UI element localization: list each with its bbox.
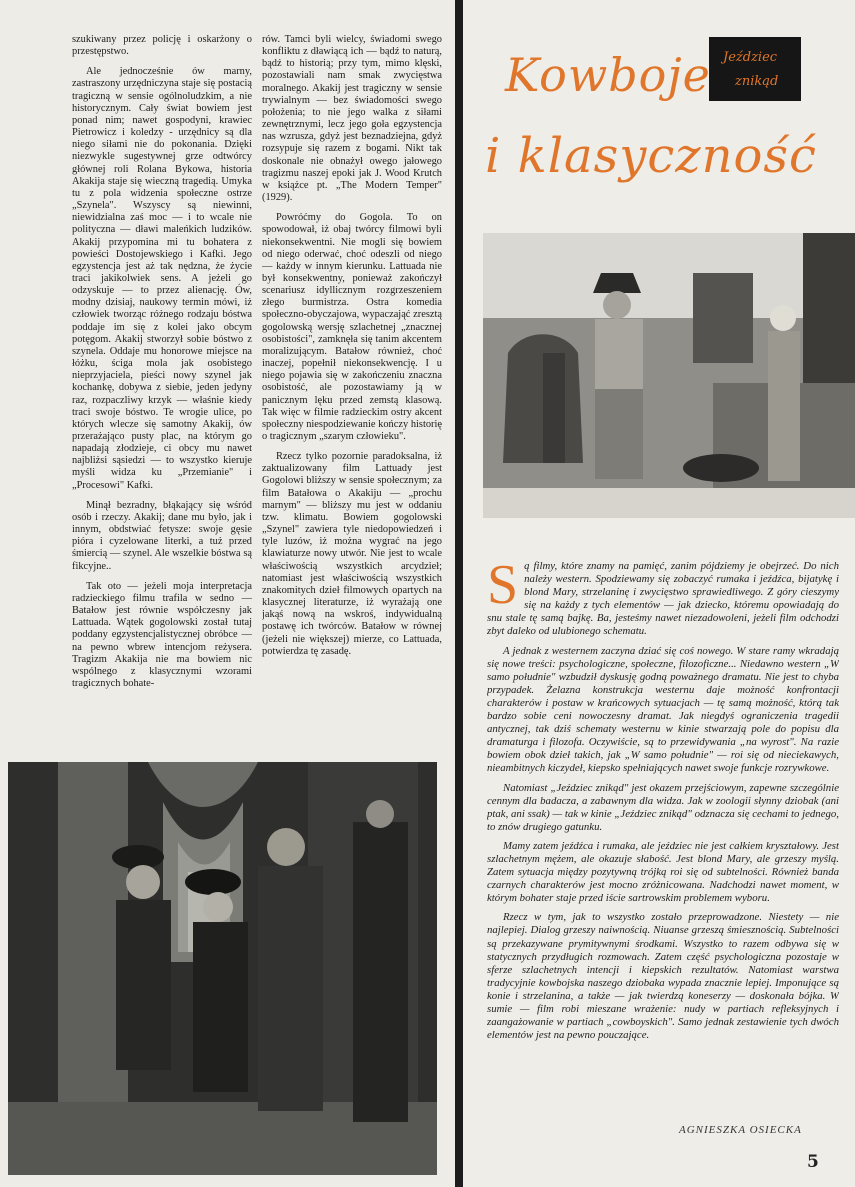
left-text-column-1 — [72, 34, 252, 762]
paragraph: rów. Tamci byli wielcy, świadomi swego konfliktu z dławiącą ich — bądź to naturą, bądź to historią; przy tym, mimo klęski, pozostawiali nam smak zwycięstwa moralnego. Akakij jest tragiczny w sensie trywialnym — bez świadomości swego położenia; to nie jego walka z siłami zewnętrznymi, lecz jego goła egzystencja nas wzrusza, gdyż jest beznadziejna, gdyż rozsypuje się razem z bogami. Nikt tak doskonale nie obnażył owego jałowego tragizmu naszej epoki jak J. Wood Krutch w książce pt. „The Modern Temper" (1929). — [262, 34, 442, 204]
paragraph: Minął bezradny, błąkający się wśród osób i rzeczy. Akakij; dane mu było, jak i innym, obdstwiać fetysze: swoje gęsie pióra i cyzelowane literki, a tuż przed śmiercią — szynel. Ale wszelkie bóstwa są fikcyjne.. — [72, 499, 252, 572]
badge-line-1: Jeździec — [723, 50, 778, 65]
page-number: 5 — [807, 1152, 819, 1172]
article-title-line-2: i klasyczność — [485, 128, 817, 184]
paragraph: A jednak z westernem zaczyna dziać się coś nowego. W stare ramy wkradają się nowe treści: psychologiczne, społeczne, filozoficzne... Niedawno western „W samo południe" wzbudził dyskusję godną poważnego dramatu. Nie jest to chyba przypadek. Żelazna konstrukcja westernu daje możność konfrontacji charakterów i postaw w krańcowych sytuacjach — tę samą możność, którą tak bardzo sobie ceni nowoczesny dramat. Jak niegdyś ograniczenia tragedii antycznej, tak dziś schematy westernu w kinie stwarzają pole do popisu dla dramaturga i filozofa. Oczywiście, są to przewidywania „na wyrost". Na razie bowiem obok dzieł takich, jak „W samo południe" — roi się od nieciekawych, nieambitnych kiczydeł, kiepsko spełniających nawet swoje funkcje rozrywkowe. — [487, 644, 839, 775]
film-still-photo — [8, 762, 437, 1175]
paragraph — [487, 560, 839, 639]
paragraph: Rzecz tylko pozornie paradoksalna, iż zaktualizowany film Lattuady jest Gogolowi bliższy w sensie społecznym; za film Batałowa o Akakiju — „prochu marnym" — bliższy mu jest w oddaniu tzw. klimatu. Bowiem gogolowski „Szynel" zawiera tyle niedopowiedzeń i tyle luzów, iż można wygrać na jego klawiaturze nowy utwór. Nie jest to wcale właściwością wszystkich arcydzieł; natomiast jest właściwością wszystkich znakomitych dzieł filmowych opartych na klasycznej literaturze, iż wyrażają one jakąś nową na wskroś, indywidualną postawę ich twórców. Batałow w równej (jeżeli nie większej) mierze, co Lattuada, potwierdza tę zasadę. — [262, 451, 442, 657]
paragraph: Ale jednocześnie ów marny, zastraszony urzędniczyna staje się postacią tragiczną w sensie ogólnoludzkim, a nie historycznym. Cały świat bowiem jest ponad nim; nawet gospodyni, krawiec Pietrowicz i koledzy - urzędnicy są dla niego siłami nie do pokonania. Dzięki niezwykle sugestywnej grze odtwórcy głównej roli Rolana Bykowa, historia Akakija staje się wieczną tragedią. Umyka tu z pola widzenia społeczne ostrze „Szynela". Wszyscy są niewinni, niewidzialna zaś moc — i to wcale nie polityczna — dławi maleńkich ludzików. Akakij przypomina mi tu bohatera z powieści Dostojewskiego i Kafki. Jego egzystencja jest aż tak nędzna, że życie traci jakikolwiek sens. A jeżeli go odzyskuje — to przez alienację. Ów, modny dzisiaj, naukowy termin mówi, iż człowiek tworząc różnego rodzaju bóstwa poddaje im się z kolei jako obcym potęgom. Akakij stworzył sobie bóstwo z szynela. Oddaje mu honorowe miejsce na łóżku, ściga mola jak osobistego nieprzyjaciela, pieści nowy szynel jak kochankę, dobywa z siebie, jeden jedyny raz, rozpaczliwy krzyk — właśnie kiedy traci swoje bóstwo. Te wrogie ulice, po których wlecze się samotny Akakij, ów przerażająco pusty plac, na którym go napadają złodzieje, ci obcy mu nawet najbliżsi sąsiedzi — to wszystko kieruje myśli widza ku „Przemianie" i „Procesowi" Kafki. — [72, 66, 252, 491]
author-signature: AGNIESZKA OSIECKA — [679, 1124, 802, 1136]
lead-text: ą filmy, które znamy na pamięć, zanim pójdziemy je obejrzeć. Do nich należy western. Spodziewamy się zobaczyć rumaka i jeźdźca, bijatykę i blond Mary, strzelaninę i zwycięstwo sprawiedliwego. Z góry cieszymy się na każdy z tych elementów — jak dziecko, któremu opowiadają do snu stale tę samą bajkę. Ba, jesteśmy nawet niezadowoleni, jeżeli film odchodzi zbyt daleko od ulubionego schematu. — [487, 560, 839, 638]
right-page — [463, 0, 855, 1187]
paragraph: Rzecz w tym, jak to wszystko zostało przeprowadzone. Niestety — nie najlepiej. Dialog grzeszy naiwnością. Niuanse grzeszą śmiesznością. Subtelności są przekazywane prymitywnymi środkami. Wszystko to razem odbywa się w statycznych przydługich rozmowach. Zatem część psychologiczna pozostaje w sferze szlachetnych intencji i kiepskich rezultatów. Natomiast warstwa tradycyjnie kowbojska naszego dziobaka wypada znacznie lepiej. Imponujące są konie i strzelanina, a także — jak twierdzą koneserzy — doskonała bójka. W sumie — film robi mieszane wrażenie: nudy w partiach refleksyjnych i zaangażowanie w partiach „cowboyskich". Samo jednak zestawienie tych dwóch elementów jest na pewno pouczające. — [487, 911, 839, 1042]
article-title-line-1: Kowboje — [505, 48, 711, 102]
badge-line-2: znikąd — [735, 74, 779, 89]
western-scene-illustration — [483, 233, 855, 518]
paragraph: Mamy zatem jeźdźca i rumaka, ale jeździec nie jest całkiem kryształowy. Jest szlachetnym mężem, ale okazuje słabość. Jest blond Mary, ale grzeszy myślą. Zatem sytuacja między pozytywną trójką roi się od subtelności. Również banda czarnych charakterów jest mocno zróżnicowana. Nadchodzi nawet moment, w którym bohater staje przed iście sartrowskim problemem wyboru. — [487, 839, 839, 905]
article-body — [487, 560, 839, 1112]
western-film-still-photo — [483, 233, 855, 518]
left-text-column-2 — [262, 34, 442, 762]
paragraph: Tak oto — jeżeli moja interpretacja radzieckiego filmu trafila w sedno — Batałow jest równie współczesny jak Lattuada. Wątek gogolowski został tutaj poddany egzystencjalistycznej obróbce — na pewno wbrew intencjom reżysera. Tragizm Akakija nie ma bowiem nic wspólnego z klasycznymi wzorami tragicznych bohate- — [72, 580, 252, 689]
paragraph: Natomiast „Jeździec znikąd" jest okazem przejściowym, zapewne szczególnie cennym dla badacza, a zabawnym dla widza. Jak w zoologii słynny dziobak (ani ptak, ani ssak) — tak w kinie „Jeździec znikąd" odznacza się cechami to jednego, to znów drugiego gatunku. — [487, 781, 839, 833]
film-title-badge — [709, 37, 801, 101]
paragraph: Powróćmy do Gogola. To on spowodował, iż obaj twórcy filmowi byli niekonsekwentni. Nie mogli się bowiem od niego oderwać, choć odeszli od niego — każdy w innym kierunku. Lattuada nie był konsekwentny, ponieważ zakończył scenariusz idyllicznym rozgrzeszeniem złego burmistrza. Ostra komedia społeczno-obyczajowa, wypaczająć zresztą gogolowską wersję szlachetnej „znacznej osobistości", zamknęła się tanim akcentem moralizującym. Batałow również, choć inaczej, popełnił niekonsekwencję. I u niego pojawia się w zakończeniu znaczna osobistość, ale pozostawiamy ją w panicznym lęku przed zemstą klasową. Tak więc w filmie radzieckim ostry akcent społeczny niespodziewanie kończy historię o tragicznym „szarym człowieku". — [262, 212, 442, 442]
film-still-illustration — [8, 762, 437, 1175]
drop-cap: S — [487, 560, 519, 616]
paragraph: szukiwany przez policję i oskarżony o przestępstwo. — [72, 34, 252, 58]
